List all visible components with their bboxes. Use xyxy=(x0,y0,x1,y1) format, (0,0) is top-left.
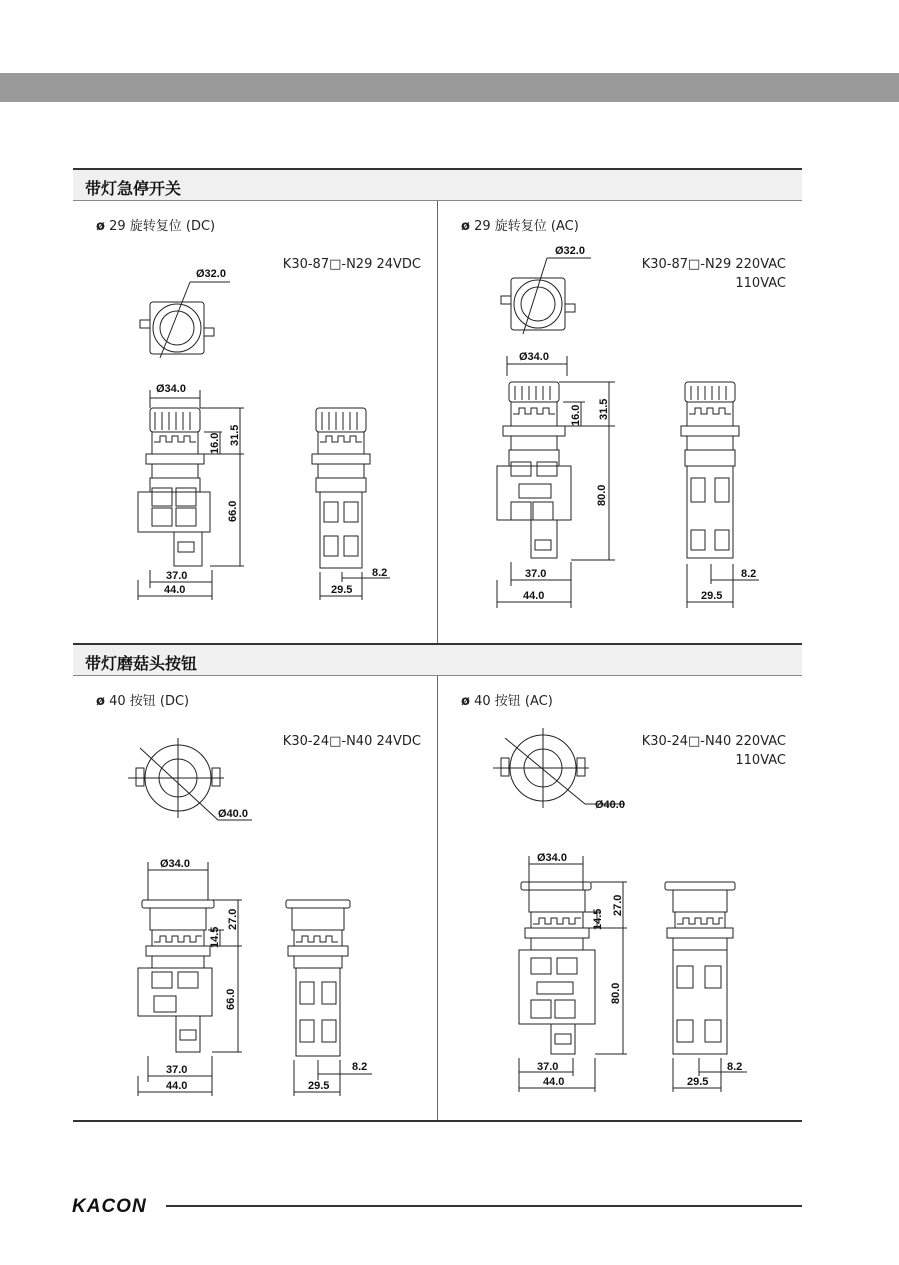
dim-height-3: 66.0 xyxy=(227,500,239,522)
dim-width-2: 44.0 xyxy=(523,590,545,602)
dim-width-1: 37.0 xyxy=(166,570,188,582)
dim-side-offset: 8.2 xyxy=(372,567,388,579)
dim-side-width: 29.5 xyxy=(308,1080,330,1092)
dim-side-width: 29.5 xyxy=(701,590,723,602)
dim-side-offset: 8.2 xyxy=(741,568,757,580)
dim-front-diameter: Ø34.0 xyxy=(160,858,190,870)
section-title: 带灯磨菇头按钮 xyxy=(85,654,198,673)
dim-side-offset: 8.2 xyxy=(727,1061,743,1073)
dim-height-2: 31.5 xyxy=(598,398,610,420)
dim-top-diameter: Ø32.0 xyxy=(196,268,226,280)
diameter-symbol: ø xyxy=(461,694,470,709)
dim-front-diameter: Ø34.0 xyxy=(519,351,549,363)
dim-front-diameter: Ø34.0 xyxy=(156,383,186,395)
dim-side-width: 29.5 xyxy=(687,1076,709,1088)
drawing-emergency-stop-ac xyxy=(445,240,801,610)
dim-top-diameter: Ø40.0 xyxy=(595,799,625,811)
section-title: 带灯急停开关 xyxy=(85,179,182,198)
dim-top-diameter: Ø40.0 xyxy=(218,808,248,820)
panel-subtitle: ø 29 旋转复位 (AC) xyxy=(461,219,579,234)
dim-height-2: 27.0 xyxy=(227,908,239,930)
kacon-logo: KACON xyxy=(72,1196,147,1217)
top-gray-band xyxy=(0,73,899,102)
dim-width-1: 37.0 xyxy=(525,568,547,580)
dim-height-3: 80.0 xyxy=(596,484,608,506)
dim-height-1: 14.5 xyxy=(592,908,604,930)
dim-height-2: 31.5 xyxy=(229,424,241,446)
model-number: K30-87□-N29 24VDC xyxy=(282,257,421,272)
model-number: K30-87□-N29 220VAC 110VAC xyxy=(641,257,786,291)
dim-side-width: 29.5 xyxy=(331,584,353,596)
drawing-mushroom-dc xyxy=(80,720,436,1110)
panel-divider xyxy=(437,201,438,643)
dim-height-1: 14.5 xyxy=(209,926,221,948)
diameter-symbol: ø xyxy=(96,694,105,709)
drawing-emergency-stop-dc xyxy=(80,240,436,610)
model-number: K30-24□-N40 220VAC 110VAC xyxy=(641,734,786,768)
dim-top-diameter: Ø32.0 xyxy=(555,245,585,257)
dim-height-1: 16.0 xyxy=(209,432,221,454)
dim-height-2: 27.0 xyxy=(612,894,624,916)
diameter-symbol: ø xyxy=(461,219,470,234)
drawing-mushroom-ac xyxy=(445,720,801,1110)
dim-height-3: 80.0 xyxy=(610,982,622,1004)
table-bottom-rule xyxy=(73,1120,802,1122)
section-header-emergency-stop xyxy=(73,168,802,201)
dim-front-diameter: Ø34.0 xyxy=(537,852,567,864)
panel-divider xyxy=(437,676,438,1120)
dim-width-1: 37.0 xyxy=(537,1061,559,1073)
panel-subtitle: ø 29 旋转复位 (DC) xyxy=(96,219,216,234)
section-header-mushroom-button xyxy=(73,643,802,676)
panel-subtitle: ø 40 按钮 (DC) xyxy=(96,694,190,709)
dim-width-2: 44.0 xyxy=(166,1080,188,1092)
dim-height-3: 66.0 xyxy=(225,988,237,1010)
model-number: K30-24□-N40 24VDC xyxy=(282,734,421,749)
dim-side-offset: 8.2 xyxy=(352,1061,368,1073)
diameter-symbol: ø xyxy=(96,219,105,234)
dim-width-2: 44.0 xyxy=(164,584,186,596)
panel-subtitle: ø 40 按钮 (AC) xyxy=(461,694,553,709)
dim-width-1: 37.0 xyxy=(166,1064,188,1076)
dim-width-2: 44.0 xyxy=(543,1076,565,1088)
footer-rule xyxy=(166,1205,802,1207)
dim-height-1: 16.0 xyxy=(570,404,582,426)
